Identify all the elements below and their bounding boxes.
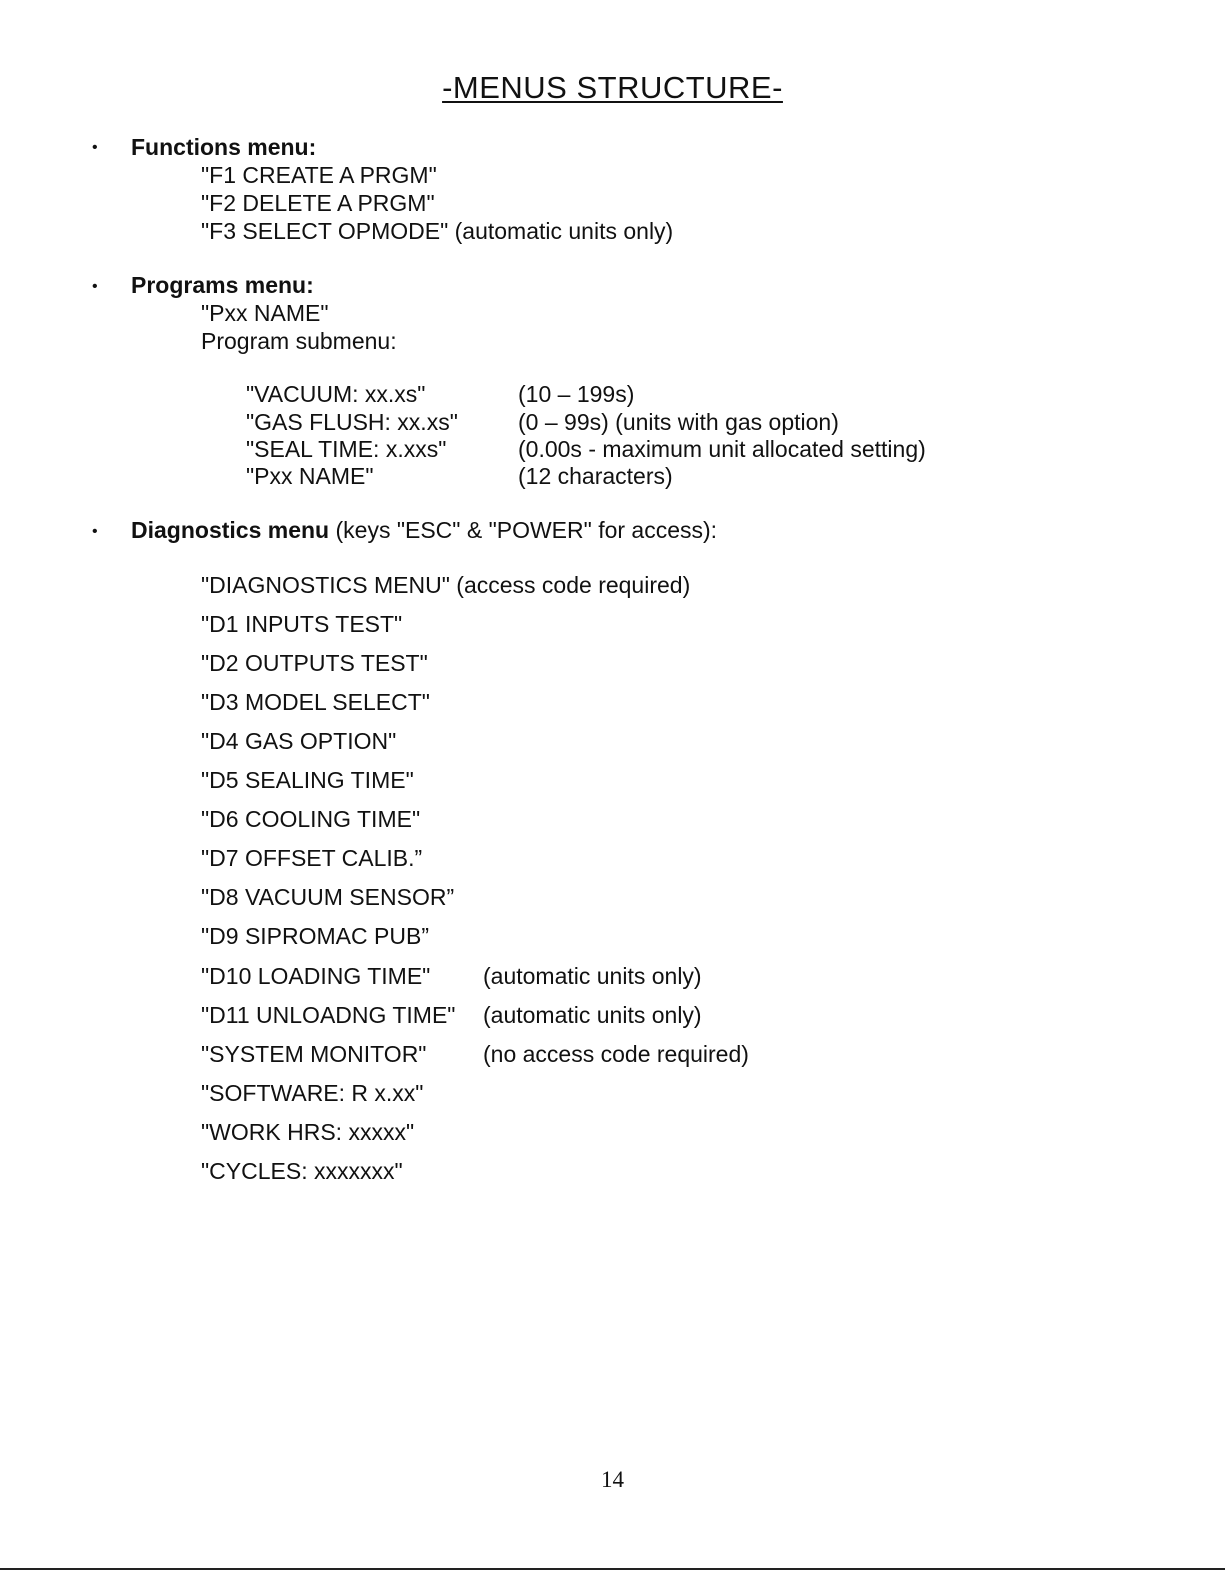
diagnostics-item: "D1 INPUTS TEST" — [201, 611, 403, 637]
submenu-range: (10 – 199s) — [518, 381, 635, 407]
diagnostics-item: "D4 GAS OPTION" — [201, 728, 397, 754]
diagnostics-item-note: (no access code required) — [483, 1041, 749, 1067]
diagnostics-item: "D7 OFFSET CALIB.” — [201, 845, 423, 871]
diagnostics-item: "WORK HRS: xxxxx" — [201, 1119, 415, 1145]
bullet: • — [92, 278, 98, 295]
diagnostics-heading-note: (keys "ESC" & "POWER" for access): — [329, 517, 718, 543]
diagnostics-heading-label: Diagnostics menu — [131, 517, 330, 543]
programs-item: Program submenu: — [201, 328, 397, 354]
submenu-range: (12 characters) — [518, 463, 673, 489]
submenu-range: (0.00s - maximum unit allocated setting) — [518, 436, 926, 462]
diagnostics-item: "D8 VACUUM SENSOR” — [201, 884, 455, 910]
diagnostics-item: "SOFTWARE: R x.xx" — [201, 1080, 424, 1106]
submenu-label: "Pxx NAME" — [246, 463, 374, 489]
page-number: 14 — [601, 1467, 624, 1492]
functions-item: "F2 DELETE A PRGM" — [201, 190, 435, 216]
functions-heading: Functions menu: — [131, 134, 317, 160]
programs-item: "Pxx NAME" — [201, 300, 329, 326]
programs-heading: Programs menu: — [131, 272, 314, 298]
diagnostics-item: "D6 COOLING TIME" — [201, 806, 421, 832]
bullet: • — [92, 139, 98, 156]
diagnostics-item: "D5 SEALING TIME" — [201, 767, 414, 793]
diagnostics-item: "DIAGNOSTICS MENU" (access code required) — [201, 572, 691, 598]
diagnostics-item: "D10 LOADING TIME" — [201, 963, 431, 989]
diagnostics-item-note: (automatic units only) — [483, 963, 702, 989]
diagnostics-item-note: (automatic units only) — [483, 1002, 702, 1028]
diagnostics-item: "D3 MODEL SELECT" — [201, 689, 430, 715]
diagnostics-heading — [131, 517, 717, 544]
diagnostics-item: "D9 SIPROMAC PUB” — [201, 923, 429, 949]
functions-item: "F1 CREATE A PRGM" — [201, 162, 437, 188]
page-title: -MENUS STRUCTURE- — [442, 70, 783, 105]
submenu-label: "VACUUM: xx.xs" — [246, 381, 426, 407]
submenu-range: (0 – 99s) (units with gas option) — [518, 409, 839, 435]
diagnostics-item: "D2 OUTPUTS TEST" — [201, 650, 428, 676]
diagnostics-item: "CYCLES: xxxxxxx" — [201, 1158, 403, 1184]
functions-item: "F3 SELECT OPMODE" (automatic units only) — [201, 218, 674, 244]
submenu-label: "GAS FLUSH: xx.xs" — [246, 409, 458, 435]
diagnostics-item: "SYSTEM MONITOR" — [201, 1041, 427, 1067]
diagnostics-item: "D11 UNLOADNG TIME" — [201, 1002, 456, 1028]
bullet: • — [92, 523, 98, 540]
submenu-label: "SEAL TIME: x.xxs" — [246, 436, 447, 462]
page-bottom-rule — [0, 1568, 1225, 1570]
